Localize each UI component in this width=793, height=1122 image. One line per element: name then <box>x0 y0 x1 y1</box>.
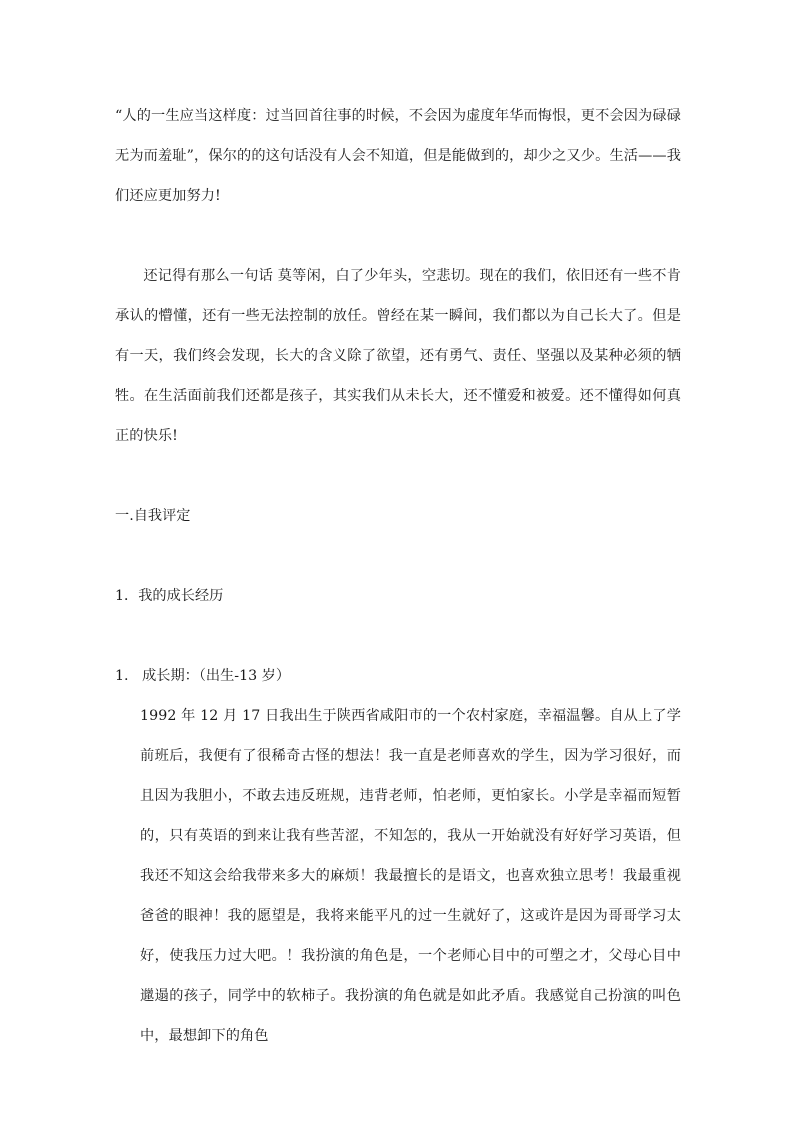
heading-section-one: 一.自我评定 <box>115 508 191 524</box>
paragraph-quote-intro: “人的一生应当这样度：过当回首往事的时候，不会因为虚度年华而悔恨，更不会因为碌碌无为而羞耻”，保尔的的这句话没有人会不知道，但是能做到的，却少之又少。生活——我们还应更加努力! <box>115 108 681 204</box>
list-item-growth-period: 1. 成长期：（出生-13 岁） <box>115 668 291 684</box>
document-body <box>115 96 681 1056</box>
spacer <box>115 536 681 576</box>
paragraph-growth-story: 1992 年 12 月 17 日我出生于陕西省咸阳市的一个农村家庭，幸福温馨。自从上了学前班后，我便有了很稀奇古怪的想法！我一直是老师喜欢的学生，因为学习很好，而且因为我胆小，不敢去违反班规，违背老师，怕老师，更怕家长。小学是幸福而短暂的，只有英语的到来让我有些苦涩，不知怎的，我从一开始就没有好好学习英语，但我还不知这会给我带来多大的麻烦！我最擅长的是语文，也喜欢独立思考！我最重视爸爸的眼神！我的愿望是，我将来能平凡的过一生就好了，这或许是因为哥哥学习太好，使我压力过大吧。！我扮演的角色是，一个老师心目中的可塑之才，父母心目中邋遢的孩子，同学中的软柿子。我扮演的角色就是如此矛盾。我感觉自己扮演的叫色中，最想卸下的角色 <box>140 708 681 1044</box>
paragraph-reflection: 还记得有那么一句话 莫等闲，白了少年头，空悲切。现在的我们，依旧还有一些不肯承认的懵懂，还有一些无法控制的放任。曾经在某一瞬间，我们都以为自己长大了。但是有一天，我们终会发现，长大的含义除了欲望，还有勇气、责任、坚强以及某种必须的牺牲。在生活面前我们还都是孩子，其实我们从未长大，还不懂爱和被爱。还不懂得如何真正的快乐! <box>115 268 681 444</box>
spacer <box>115 456 681 496</box>
heading-subsection-one: 1．我的成长经历 <box>115 588 224 604</box>
spacer <box>115 616 681 656</box>
